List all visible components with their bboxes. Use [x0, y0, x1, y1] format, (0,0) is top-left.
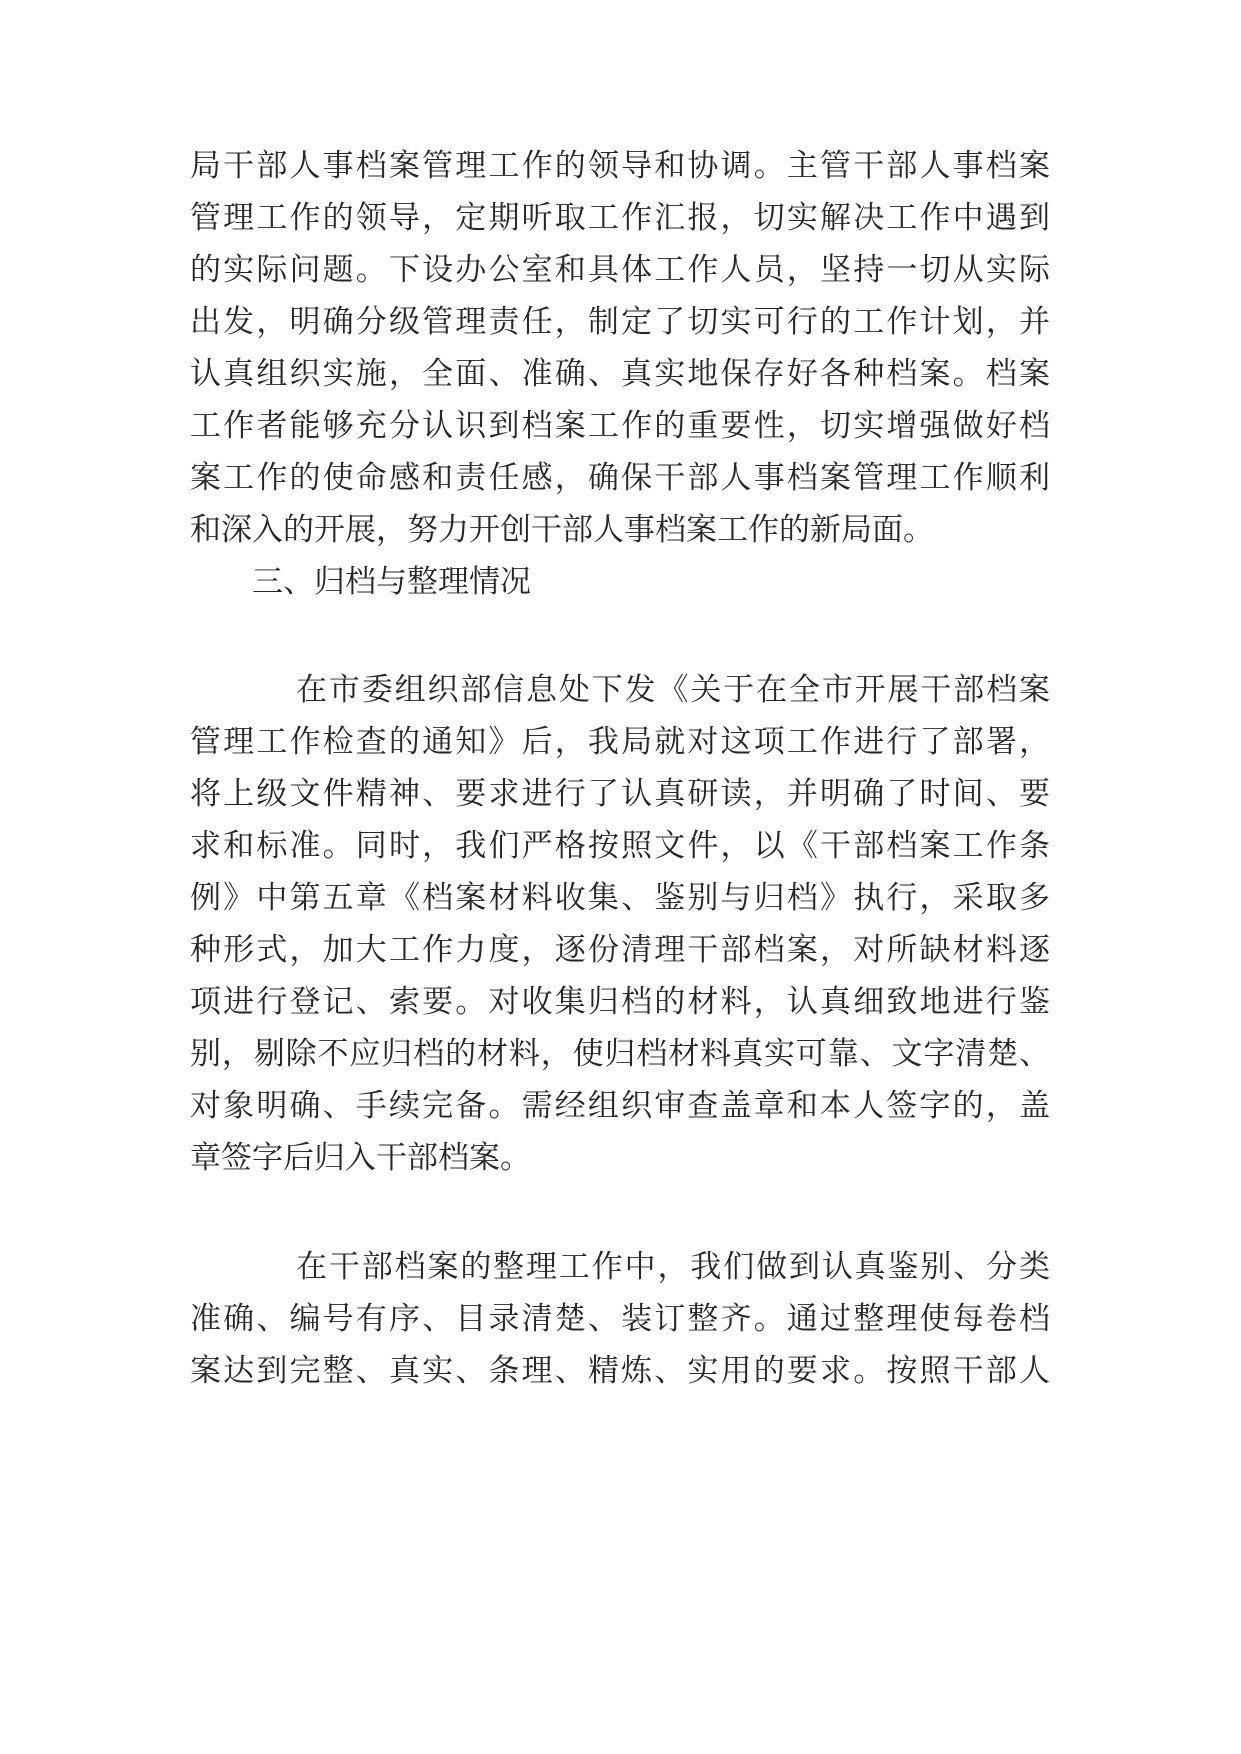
paragraph-2-line: 种形式，加大工作力度，逐份清理干部档案，对所缺材料逐	[190, 932, 1050, 968]
paragraph-2-line: 在市委组织部信息处下发《关于在全市开展干部档案	[296, 672, 1050, 708]
paragraph-1-line: 认真组织实施，全面、准确、真实地保存好各种档案。档案	[190, 356, 1050, 392]
paragraph-1-line: 管理工作的领导，定期听取工作汇报，切实解决工作中遇到	[190, 200, 1050, 236]
paragraph-3-line: 在干部档案的整理工作中，我们做到认真鉴别、分类	[296, 1249, 1050, 1285]
section-heading: 三、归档与整理情况	[252, 564, 531, 600]
paragraph-1-line: 局干部人事档案管理工作的领导和协调。主管干部人事档案	[190, 148, 1050, 184]
paragraph-2-line: 求和标准。同时，我们严格按照文件，以《干部档案工作条	[190, 828, 1050, 864]
paragraph-2-line: 项进行登记、索要。对收集归档的材料，认真细致地进行鉴	[190, 984, 1050, 1020]
paragraph-1-line: 出发，明确分级管理责任，制定了切实可行的工作计划，并	[190, 304, 1050, 340]
paragraph-2-line: 管理工作检查的通知》后，我局就对这项工作进行了部署，	[190, 724, 1050, 760]
paragraph-2-line: 章签字后归入干部档案。	[190, 1140, 531, 1176]
paragraph-1-line: 案工作的使命感和责任感，确保干部人事档案管理工作顺利	[190, 460, 1050, 496]
paragraph-2-line: 对象明确、手续完备。需经组织审查盖章和本人签字的，盖	[190, 1088, 1050, 1124]
paragraph-3-line: 准确、编号有序、目录清楚、装订整齐。通过整理使每卷档	[190, 1301, 1050, 1337]
paragraph-2-line: 将上级文件精神、要求进行了认真研读，并明确了时间、要	[190, 776, 1050, 812]
paragraph-1-line: 的实际问题。下设办公室和具体工作人员，坚持一切从实际	[190, 252, 1050, 288]
paragraph-1-line: 和深入的开展，努力开创干部人事档案工作的新局面。	[190, 512, 934, 548]
paragraph-1-line: 工作者能够充分认识到档案工作的重要性，切实增强做好档	[190, 408, 1050, 444]
paragraph-3-line: 案达到完整、真实、条理、精炼、实用的要求。按照干部人	[190, 1353, 1050, 1389]
paragraph-2-line: 例》中第五章《档案材料收集、鉴别与归档》执行，采取多	[190, 880, 1050, 916]
paragraph-2-line: 别，剔除不应归档的材料，使归档材料真实可靠、文字清楚、	[190, 1036, 1050, 1072]
